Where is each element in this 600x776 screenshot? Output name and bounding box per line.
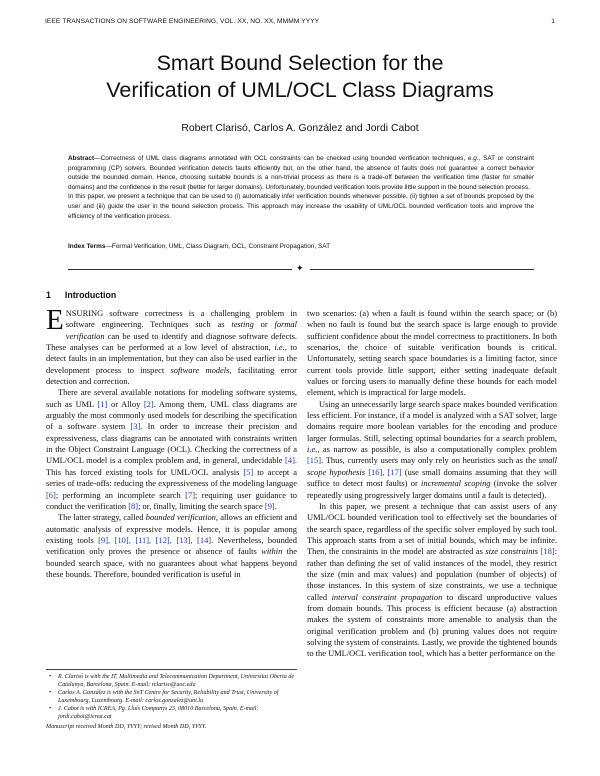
citation-link[interactable]: [9] [264,500,275,511]
citation-link[interactable]: [5] [243,466,254,477]
text-run-italic: incremental scoping [421,478,491,489]
text-run: , allows an efficient and automatic analysis of expressive models. Hence, it is popular among existing tools [46,512,297,545]
text-run-italic: testing [231,319,254,330]
abstract-text-1: —Correctness of UML class diagrams annotated with OCL constraints can be checked using bounded verification techniques, [94,155,466,162]
index-terms-text: —Formal Verification, UML, Class Diagram, OCL, Constraint Propagation, SAT [105,243,331,250]
page-number: 1 [551,18,555,25]
text-run-italic: small scope hypothesis [307,455,557,477]
text-run: or Alloy [107,398,144,409]
journal-header: IEEE TRANSACTIONS ON SOFTWARE ENGINEERING, VOL. XX, NO. XX, MMMM YYYY [45,18,320,25]
text-run: ; requiring user guidance to conduct the verification [46,489,297,511]
text-run: . Nevertheless, bounded verification only proves the presence or absence of faults [46,534,297,557]
index-terms-label: Index Terms [68,243,106,250]
citation-link[interactable]: [9], [10], [11], [12], [13], [14] [98,534,212,545]
section-divider [68,265,534,275]
text-run: , as narrow as possible, is also a computationally complex problem [317,444,557,455]
abstract-text-2: SAT or constraint programming (CP) solvers. Bounded verification detects faults efficiently but, on the other hand, the absence of faults does not guarantee a correct behavior outside the bounded domain. Hence, choosing suitable bounds is a non-trivial process as there is a trade-off between the verification time (faster for smaller domains) and the confidence in the result (better for larger domains). Unfortunately, bounded verification tools provide little support in the bound selection process. [68,155,534,191]
text-run-italic: formal verification [65,319,297,341]
drop-cap: E [46,304,64,336]
left-column [46,304,297,580]
text-run: NSURING software correctness is a challenging problem in software engineering. Techniques such as [65,308,297,330]
divider-line-left [68,269,292,270]
footnote-3 [46,705,297,721]
text-run-italic: software models [170,364,230,375]
citation-link[interactable]: [16], [17] [368,466,402,477]
manuscript-note: Manuscript received Month DD, YYYY; revised Month DD, YYYY. [46,723,207,730]
abstract-eg: e.g., [467,155,481,162]
intro-paragraph-3 [46,512,297,580]
citation-link[interactable]: [6] [46,489,56,500]
section-heading [46,290,116,300]
text-run-italic: i.e. [307,444,318,455]
text-run: to discard unproductive values from domain bounds. This process is efficient because (a) abstraction makes the system of constraints more amenable to analysis than the original verification problem and (b) pruning values does not require solving the system of constraints. Lastly, we provide the tightened bounds to the UML/OCL verification tool, which has a better performance on the [307,591,557,659]
footnote-2 [46,689,297,705]
text-run-italic: interval constraint propagation [331,591,443,602]
intro-paragraph-1 [46,304,297,387]
text-run: . This has forced existing tools for UML/OCL analysis [46,455,297,477]
citation-link[interactable]: [1] [97,398,108,409]
text-run: In this paper, we present a technique that can assist users of any UML/OCL bounded verification tool to effectively set the boundaries of the search space, regardless of the specific solver employed by such tool. This approach starts from a set of initial bounds, which may be infinite. Then, the constraints in the model are abstracted as [307,500,557,557]
bullet-icon: • [49,690,52,697]
text-run-italic: i.e. [274,342,285,353]
text-run: . Among them, UML class diagrams are arguably the most commonly used models for describing the specification of a software system [46,398,297,432]
text-run: , to detect faults in an implementation, but they can also be used earlier in the development process to inspect [46,342,297,375]
text-run: or [253,319,275,330]
title-line-2: Verification of UML/OCL Class Diagrams [106,78,494,102]
section-number: 1 [46,290,51,300]
citation-link[interactable]: [18] [540,546,555,557]
text-run: to accept a series of trade-offs: reducing the expressiveness of the modeling language [46,466,297,489]
intro-paragraph-2 [46,387,297,512]
text-run: (use small domains assuming that they will suffice to detect most faults) or [307,466,557,489]
footnotes [46,673,297,731]
footnote-rule [46,669,297,670]
text-run: . [274,500,277,511]
intro-paragraph-5 [307,399,557,501]
text-run: the bounded search space, with no guarantees about what happens beyond these bounds. Therefore, bounded verification is useful in [46,546,297,579]
citation-link[interactable]: [3] [130,421,141,432]
bullet-icon: • [49,674,52,680]
footnote-1 [46,673,297,689]
intro-paragraph-4: two scenarios: (a) when a fault is found within the search space; or (b) when no fault is found but the search space is large enough to provide sufficient confidence about the model correctness to practitioners. In both scenarios, the choice of suitable verification bounds is critical. Unfortunately, setting search space boundaries is a limiting factor, since current tools provide little support, either setting inadequate default values or forcing users to manually define these bounds for each model element, which is impractical for large models. [307,308,557,398]
text-run: can be used to identify and diagnose software defects. These analyses can be performed at a low level of abstraction, [46,330,297,353]
text-run: . In order to increase their precision and expressiveness, class diagrams can be annotated with constraints written in the Object Constraint Language (OCL). Checking the correctness of a UML/OCL model is a complex problem and, in general, undecidable [46,421,297,466]
citation-link[interactable]: [4] [285,455,295,466]
text-run: : rather than defining the set of valid instances of the model, they restrict the size (min and max values) and population (number of objects) of those instances. In this system of size constraints, we use a technique called [307,546,557,602]
citation-link[interactable]: [2] [143,398,154,409]
text-run-italic: bounded verification [145,512,216,523]
text-run: The latter strategy, called [58,512,146,523]
section-title: Introduction [64,290,117,300]
footnote-text: J. Cabot is with ICREA, Pg. Lluís Companys 23, 08010 Barcelona, Spain. E-mail: jordi.cabot@icrea.cat [58,706,259,721]
citation-link[interactable]: [7] [185,489,196,500]
running-header [45,18,555,30]
divider-diamond-icon: ✦ [296,263,304,273]
text-run-italic: within [261,546,283,557]
text-run: There are several available notations for modeling software systems, such as UML [46,387,297,409]
abstract-paragraph-2: In this paper, we present a technique that can be used to (i) automatically infer verification bounds whenever possible, (ii) tighten a set of bounds proposed by the user and (iii) guide the user in the bound selection process. This approach may increase the usability of UML/OCL bounded verification tools and improve the efficiency of the verification process. [68,193,534,220]
title-line-1: Smart Bound Selection for the [156,51,444,75]
paper-title [40,50,560,104]
bullet-icon: • [49,706,52,713]
text-run: . Thus, currently users may only rely on heuristics such as the [321,455,539,466]
citation-link[interactable]: [15] [307,455,322,466]
text-run: ; performing an incomplete search [55,489,186,500]
intro-paragraph-6 [307,501,557,660]
footnote-text: R. Clarisó is with the IT, Multimedia and Telecommunication Department, Universitat Oberta de Catalunya, Barcelona, Spain. E-mail: rclariso@uoc.edu [58,674,295,689]
citation-link[interactable]: [8] [128,500,139,511]
abstract-label: Abstract [68,155,95,162]
right-column [307,308,557,660]
abstract [68,154,534,221]
divider-line-right [310,269,534,270]
text-run: Using an unnecessarily large search space makes bounded verification less efficient. For instance, if a model is analyzed with a SAT solver, large domains require more boolean variables for the encoding and produce larger formulas. Still, selecting optimal boundaries for a search problem, [307,398,557,443]
text-run: ; or, finally, limiting the search space [138,500,265,511]
text-run: (invoke the solver repeatedly using progressively larger domains until a fault is detected). [307,478,557,500]
text-run: , facilitating error detection and correction. [46,364,297,387]
footnote-text: Carlos A. González is with the SnT Centre for Security, Reliability and Trust, University of Luxembourg, Luxembourg. E-mail: carlos.gonzalez@uni.lu [58,690,279,705]
author-list: Robert Clarisó, Carlos A. González and Jordi Cabot [181,123,419,134]
text-run-italic: size constraints [485,546,539,557]
index-terms [68,242,534,252]
